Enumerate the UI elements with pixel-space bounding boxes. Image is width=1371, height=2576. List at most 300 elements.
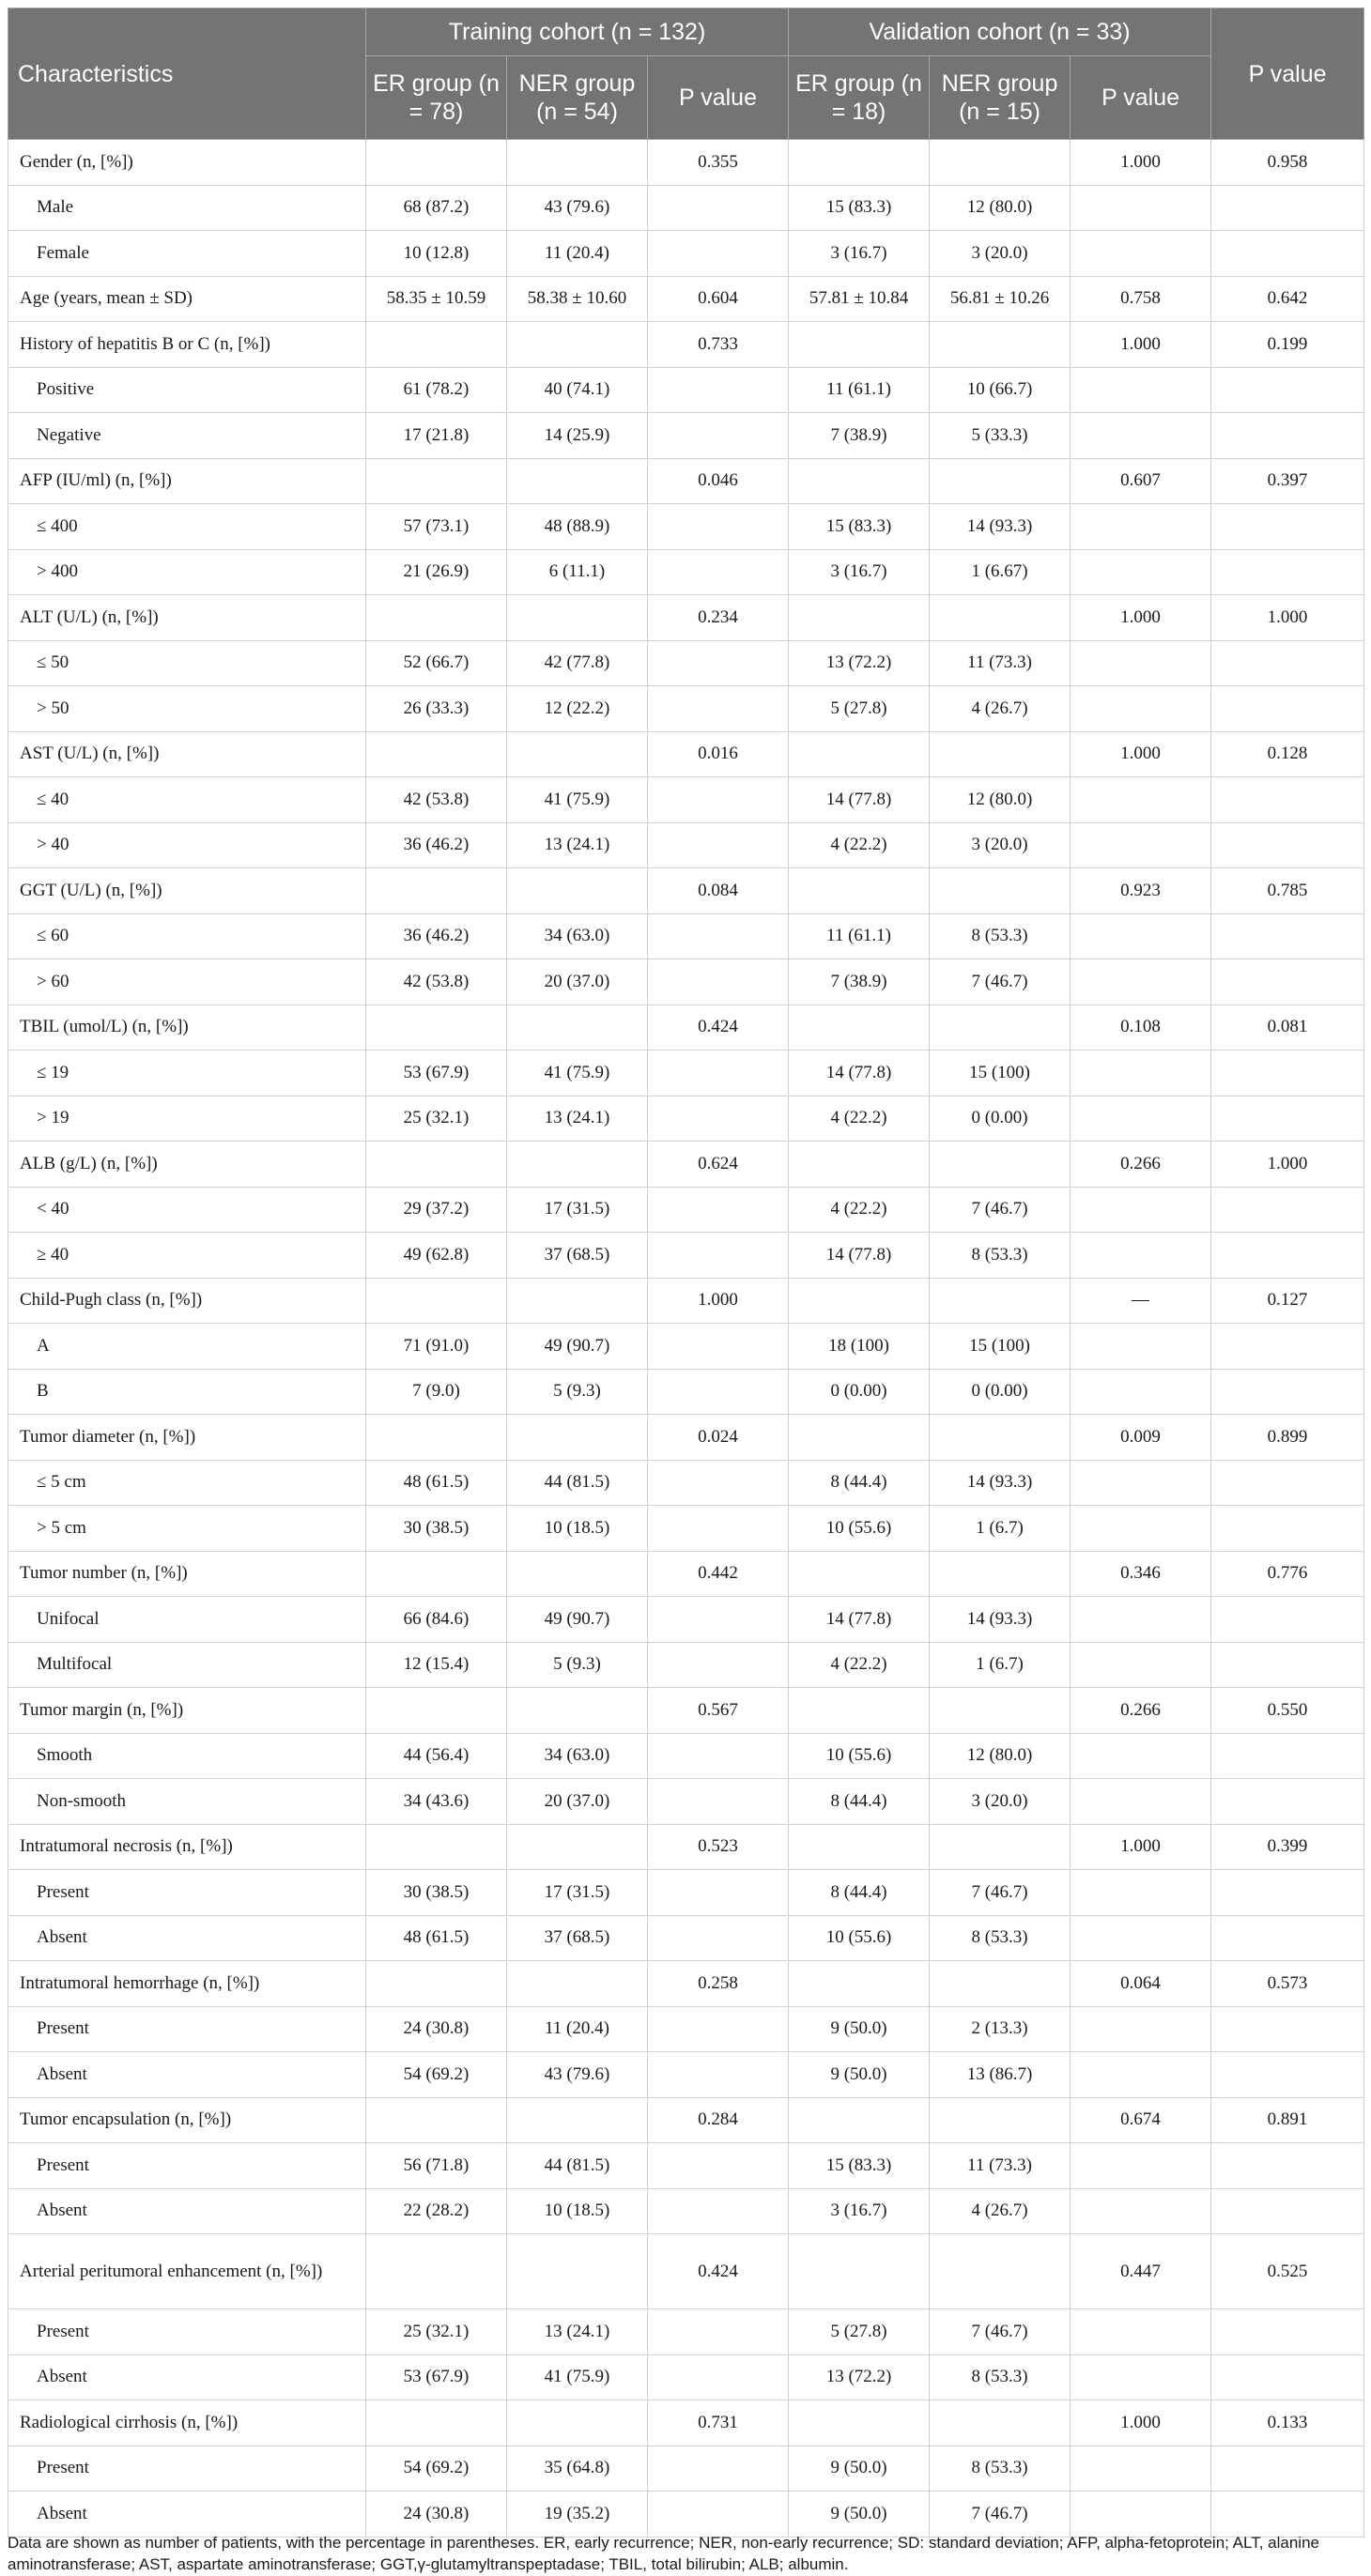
cell-value: [648, 1233, 789, 1279]
cell-value: 4 (26.7): [930, 686, 1071, 732]
cell-value: 0.024: [648, 1415, 789, 1461]
cell-value: 1.000: [1071, 2400, 1211, 2446]
cell-value: 43 (79.6): [507, 185, 648, 231]
cell-value: [789, 1004, 930, 1050]
cell-value: 36 (46.2): [366, 822, 507, 868]
cell-value: 58.38 ± 10.60: [507, 276, 648, 322]
cell-value: 14 (93.3): [930, 1460, 1071, 1506]
cell-value: [1211, 185, 1364, 231]
cell-value: 14 (77.8): [789, 1050, 930, 1096]
cell-value: 1.000: [1071, 595, 1211, 641]
cell-value: [648, 2309, 789, 2355]
cell-value: [1071, 2188, 1211, 2234]
cell-value: 41 (75.9): [507, 1050, 648, 1096]
cell-value: [366, 595, 507, 641]
cell-value: [366, 1142, 507, 1188]
cell-value: [366, 1004, 507, 1050]
cell-value: [507, 140, 648, 186]
cell-value: 1 (6.7): [930, 1642, 1071, 1688]
characteristics-table: [8, 8, 1364, 2538]
cell-value: 44 (56.4): [366, 1733, 507, 1779]
cell-value: 13 (72.2): [789, 640, 930, 686]
table-subrow: [8, 1233, 1364, 1279]
cell-value: [507, 2400, 648, 2446]
cell-value: [1071, 231, 1211, 277]
cell-value: [1071, 2006, 1211, 2052]
cell-value: [1211, 549, 1364, 595]
row-label: Smooth: [8, 1733, 366, 1779]
cell-value: 5 (9.3): [507, 1642, 648, 1688]
row-label: Absent: [8, 2354, 366, 2400]
cell-value: [648, 1187, 789, 1233]
cell-value: [648, 1915, 789, 1961]
row-label: Absent: [8, 2052, 366, 2098]
cell-value: 1.000: [1071, 140, 1211, 186]
cell-value: [789, 1961, 930, 2007]
cell-value: [1211, 1915, 1364, 1961]
cell-value: 0.624: [648, 1142, 789, 1188]
cell-value: 0.266: [1071, 1688, 1211, 1734]
table-subrow: [8, 231, 1364, 277]
cell-value: [366, 2400, 507, 2446]
row-label: > 5 cm: [8, 1506, 366, 1552]
cell-value: 37 (68.5): [507, 1915, 648, 1961]
cell-value: [1071, 1642, 1211, 1688]
cell-value: 8 (53.3): [930, 2446, 1071, 2492]
cell-value: 0.266: [1071, 1142, 1211, 1188]
row-label: < 40: [8, 1187, 366, 1233]
cell-value: [1211, 1642, 1364, 1688]
cell-value: [1071, 1096, 1211, 1142]
row-label: Tumor margin (n, [%]): [8, 1688, 366, 1734]
cell-value: 53 (67.9): [366, 2354, 507, 2400]
cell-value: 0.016: [648, 731, 789, 777]
cell-value: [1211, 1733, 1364, 1779]
cell-value: [1211, 640, 1364, 686]
table-row: [8, 1004, 1364, 1050]
cell-value: [366, 1688, 507, 1734]
table-row: [8, 1961, 1364, 2007]
cell-value: —: [1071, 1278, 1211, 1324]
cell-value: 41 (75.9): [507, 777, 648, 823]
row-label: Non-smooth: [8, 1779, 366, 1825]
cell-value: [930, 595, 1071, 641]
cell-value: 54 (69.2): [366, 2446, 507, 2492]
cell-value: 25 (32.1): [366, 1096, 507, 1142]
table-subrow: [8, 1460, 1364, 1506]
cell-value: [648, 413, 789, 459]
cell-value: 56 (71.8): [366, 2143, 507, 2189]
cell-value: [507, 595, 648, 641]
cell-value: [366, 140, 507, 186]
row-label: Female: [8, 231, 366, 277]
row-label: Absent: [8, 1915, 366, 1961]
cell-value: [648, 2446, 789, 2492]
cell-value: [789, 731, 930, 777]
cell-value: 0.550: [1211, 1688, 1364, 1734]
cell-value: [1211, 1369, 1364, 1415]
cell-value: 34 (43.6): [366, 1779, 507, 1825]
cell-value: 9 (50.0): [789, 2446, 930, 2492]
cell-value: 71 (91.0): [366, 1324, 507, 1370]
row-label: Negative: [8, 413, 366, 459]
row-label: Unifocal: [8, 1597, 366, 1643]
cell-value: [507, 868, 648, 914]
cell-value: [366, 2097, 507, 2143]
row-label: ≤ 50: [8, 640, 366, 686]
cell-value: [1211, 1779, 1364, 1825]
cell-value: 0.258: [648, 1961, 789, 2007]
cell-value: 41 (75.9): [507, 2354, 648, 2400]
row-label: Present: [8, 1870, 366, 1916]
cell-value: 3 (20.0): [930, 1779, 1071, 1825]
table-subrow: [8, 2143, 1364, 2189]
cell-value: 14 (93.3): [930, 1597, 1071, 1643]
cell-value: 8 (53.3): [930, 1915, 1071, 1961]
cell-value: [789, 1688, 930, 1734]
header-ner-group-training: NER group (n = 54): [507, 56, 648, 140]
cell-value: [1211, 1187, 1364, 1233]
cell-value: 0.785: [1211, 868, 1364, 914]
cell-value: 0.776: [1211, 1551, 1364, 1597]
cell-value: 13 (86.7): [930, 2052, 1071, 2098]
cell-value: 10 (55.6): [789, 1915, 930, 1961]
table-row: [8, 1551, 1364, 1597]
row-label: AST (U/L) (n, [%]): [8, 731, 366, 777]
table-subrow: [8, 1096, 1364, 1142]
cell-value: 0.397: [1211, 458, 1364, 504]
row-label: Tumor diameter (n, [%]): [8, 1415, 366, 1461]
row-label: Age (years, mean ± SD): [8, 276, 366, 322]
cell-value: 9 (50.0): [789, 2052, 930, 2098]
cell-value: [1071, 549, 1211, 595]
cell-value: 7 (9.0): [366, 1369, 507, 1415]
cell-value: [1071, 1733, 1211, 1779]
cell-value: 4 (22.2): [789, 1096, 930, 1142]
cell-value: 57.81 ± 10.84: [789, 276, 930, 322]
cell-value: [648, 1870, 789, 1916]
cell-value: [507, 731, 648, 777]
row-label: Intratumoral hemorrhage (n, [%]): [8, 1961, 366, 2007]
cell-value: [648, 1096, 789, 1142]
row-label: ≤ 400: [8, 504, 366, 550]
header-characteristics: Characteristics: [8, 8, 366, 140]
cell-value: 0.046: [648, 458, 789, 504]
table-body: [8, 140, 1364, 2538]
cell-value: [789, 2400, 930, 2446]
row-label: Present: [8, 2446, 366, 2492]
cell-value: 8 (53.3): [930, 2354, 1071, 2400]
cell-value: 49 (62.8): [366, 1233, 507, 1279]
cell-value: [1071, 1187, 1211, 1233]
cell-value: 0.447: [1071, 2234, 1211, 2309]
cell-value: 7 (46.7): [930, 2492, 1071, 2538]
cell-value: 44 (81.5): [507, 1460, 648, 1506]
table-row: [8, 1278, 1364, 1324]
cell-value: [366, 868, 507, 914]
cell-value: 1.000: [1071, 322, 1211, 368]
cell-value: 3 (20.0): [930, 822, 1071, 868]
cell-value: 24 (30.8): [366, 2492, 507, 2538]
cell-value: [648, 913, 789, 959]
row-label: Multifocal: [8, 1642, 366, 1688]
cell-value: 9 (50.0): [789, 2006, 930, 2052]
cell-value: [648, 686, 789, 732]
cell-value: 0.234: [648, 595, 789, 641]
cell-value: 0.525: [1211, 2234, 1364, 2309]
cell-value: 0.567: [648, 1688, 789, 1734]
cell-value: 0.127: [1211, 1278, 1364, 1324]
table-subrow: [8, 1642, 1364, 1688]
table-subrow: [8, 1324, 1364, 1370]
cell-value: 15 (100): [930, 1324, 1071, 1370]
cell-value: [1071, 686, 1211, 732]
cell-value: 5 (27.8): [789, 686, 930, 732]
cell-value: [1071, 1050, 1211, 1096]
cell-value: 17 (21.8): [366, 413, 507, 459]
cell-value: [1211, 959, 1364, 1005]
cell-value: 0.607: [1071, 458, 1211, 504]
cell-value: [648, 367, 789, 413]
cell-value: [1211, 413, 1364, 459]
table-subrow: [8, 640, 1364, 686]
table-subrow: [8, 2052, 1364, 2098]
cell-value: [648, 2188, 789, 2234]
header-validation-cohort: Validation cohort (n = 33): [789, 8, 1211, 56]
cell-value: [1071, 2492, 1211, 2538]
row-label: Present: [8, 2309, 366, 2355]
cell-value: [1211, 2446, 1364, 2492]
cell-value: 10 (18.5): [507, 2188, 648, 2234]
table-subrow: [8, 2309, 1364, 2355]
row-label: Tumor number (n, [%]): [8, 1551, 366, 1597]
row-label: ≥ 40: [8, 1233, 366, 1279]
row-label: AFP (IU/ml) (n, [%]): [8, 458, 366, 504]
table-row: [8, 140, 1364, 186]
cell-value: [648, 822, 789, 868]
cell-value: 7 (46.7): [930, 1187, 1071, 1233]
cell-value: [1071, 959, 1211, 1005]
cell-value: [1071, 777, 1211, 823]
cell-value: [507, 1961, 648, 2007]
cell-value: 2 (13.3): [930, 2006, 1071, 2052]
cell-value: [1211, 231, 1364, 277]
table-subrow: [8, 1369, 1364, 1415]
cell-value: 44 (81.5): [507, 2143, 648, 2189]
cell-value: 5 (33.3): [930, 413, 1071, 459]
cell-value: [648, 2143, 789, 2189]
cell-value: 0.009: [1071, 1415, 1211, 1461]
table-row: [8, 868, 1364, 914]
cell-value: [366, 458, 507, 504]
cell-value: [789, 1142, 930, 1188]
table-row: [8, 458, 1364, 504]
cell-value: 20 (37.0): [507, 1779, 648, 1825]
cell-value: 7 (46.7): [930, 959, 1071, 1005]
cell-value: 0.642: [1211, 276, 1364, 322]
cell-value: [1211, 2354, 1364, 2400]
cell-value: [366, 1415, 507, 1461]
cell-value: [648, 1733, 789, 1779]
cell-value: [507, 1278, 648, 1324]
table-row: [8, 2400, 1364, 2446]
table-row: [8, 276, 1364, 322]
cell-value: [507, 1004, 648, 1050]
cell-value: 0.733: [648, 322, 789, 368]
table-row: [8, 731, 1364, 777]
row-label: ALB (g/L) (n, [%]): [8, 1142, 366, 1188]
cell-value: [648, 231, 789, 277]
cell-value: 7 (38.9): [789, 413, 930, 459]
cell-value: 0.891: [1211, 2097, 1364, 2143]
cell-value: 0 (0.00): [930, 1369, 1071, 1415]
row-label: Absent: [8, 2188, 366, 2234]
cell-value: [930, 1824, 1071, 1870]
cell-value: 49 (90.7): [507, 1597, 648, 1643]
cell-value: 0.064: [1071, 1961, 1211, 2007]
cell-value: [648, 1050, 789, 1096]
cell-value: 0.674: [1071, 2097, 1211, 2143]
cell-value: 0.284: [648, 2097, 789, 2143]
cell-value: [1211, 1870, 1364, 1916]
cell-value: [366, 322, 507, 368]
cell-value: 8 (53.3): [930, 913, 1071, 959]
cell-value: [789, 868, 930, 914]
header-p-value-validation: P value: [1071, 56, 1211, 140]
cell-value: 40 (74.1): [507, 367, 648, 413]
cell-value: [648, 1597, 789, 1643]
row-label: ≤ 5 cm: [8, 1460, 366, 1506]
cell-value: [930, 2097, 1071, 2143]
cell-value: [1211, 2006, 1364, 2052]
cell-value: 21 (26.9): [366, 549, 507, 595]
cell-value: 0.442: [648, 1551, 789, 1597]
cell-value: [648, 1779, 789, 1825]
cell-value: [1211, 2309, 1364, 2355]
cell-value: [1071, 1870, 1211, 1916]
row-label: Male: [8, 185, 366, 231]
cell-value: 1 (6.7): [930, 1506, 1071, 1552]
cell-value: 3 (16.7): [789, 2188, 930, 2234]
cell-value: 13 (24.1): [507, 1096, 648, 1142]
cell-value: 0.081: [1211, 1004, 1364, 1050]
cell-value: [1071, 1369, 1211, 1415]
cell-value: 17 (31.5): [507, 1870, 648, 1916]
cell-value: 0.573: [1211, 1961, 1364, 2007]
cell-value: [648, 185, 789, 231]
table-subrow: [8, 185, 1364, 231]
row-label: > 19: [8, 1096, 366, 1142]
row-label: Positive: [8, 367, 366, 413]
table-subrow: [8, 913, 1364, 959]
cell-value: 20 (37.0): [507, 959, 648, 1005]
cell-value: [1211, 913, 1364, 959]
cell-value: 5 (9.3): [507, 1369, 648, 1415]
cell-value: [648, 777, 789, 823]
cell-value: 0.523: [648, 1824, 789, 1870]
cell-value: [1211, 2188, 1364, 2234]
cell-value: [789, 458, 930, 504]
cell-value: 0.199: [1211, 322, 1364, 368]
cell-value: [648, 2492, 789, 2538]
cell-value: 0.084: [648, 868, 789, 914]
cell-value: 15 (83.3): [789, 185, 930, 231]
cell-value: 61 (78.2): [366, 367, 507, 413]
cell-value: [1211, 1597, 1364, 1643]
cell-value: 0.424: [648, 2234, 789, 2309]
cell-value: [648, 1460, 789, 1506]
cell-value: [507, 322, 648, 368]
cell-value: [1071, 1779, 1211, 1825]
cell-value: 5 (27.8): [789, 2309, 930, 2355]
cell-value: 18 (100): [789, 1324, 930, 1370]
cell-value: 1.000: [1071, 731, 1211, 777]
table-row: [8, 1142, 1364, 1188]
cell-value: 3 (16.7): [789, 231, 930, 277]
cell-value: 0.923: [1071, 868, 1211, 914]
table-subrow: [8, 777, 1364, 823]
cell-value: 29 (37.2): [366, 1187, 507, 1233]
row-label: > 60: [8, 959, 366, 1005]
cell-value: 3 (20.0): [930, 231, 1071, 277]
cell-value: 12 (80.0): [930, 185, 1071, 231]
cell-value: 66 (84.6): [366, 1597, 507, 1643]
cell-value: 42 (77.8): [507, 640, 648, 686]
cell-value: 8 (44.4): [789, 1779, 930, 1825]
cell-value: 8 (44.4): [789, 1870, 930, 1916]
cell-value: 0.424: [648, 1004, 789, 1050]
cell-value: [507, 458, 648, 504]
cell-value: 0.899: [1211, 1415, 1364, 1461]
cell-value: [366, 2234, 507, 2309]
cell-value: [648, 1642, 789, 1688]
cell-value: [1211, 822, 1364, 868]
cell-value: 52 (66.7): [366, 640, 507, 686]
cell-value: [930, 731, 1071, 777]
cell-value: [1071, 2143, 1211, 2189]
cell-value: 26 (33.3): [366, 686, 507, 732]
cell-value: 0.731: [648, 2400, 789, 2446]
row-label: Present: [8, 2006, 366, 2052]
cell-value: [1211, 2492, 1364, 2538]
cell-value: [1211, 1233, 1364, 1279]
cell-value: 4 (26.7): [930, 2188, 1071, 2234]
cell-value: 7 (46.7): [930, 1870, 1071, 1916]
cell-value: [507, 2234, 648, 2309]
cell-value: 34 (63.0): [507, 913, 648, 959]
cell-value: 0.958: [1211, 140, 1364, 186]
cell-value: [1071, 913, 1211, 959]
table-subrow: [8, 1733, 1364, 1779]
cell-value: [1211, 1324, 1364, 1370]
row-label: Tumor encapsulation (n, [%]): [8, 2097, 366, 2143]
cell-value: 14 (93.3): [930, 504, 1071, 550]
cell-value: 14 (25.9): [507, 413, 648, 459]
cell-value: [1071, 2354, 1211, 2400]
cell-value: 12 (22.2): [507, 686, 648, 732]
cell-value: 4 (22.2): [789, 1187, 930, 1233]
cell-value: 49 (90.7): [507, 1324, 648, 1370]
cell-value: 54 (69.2): [366, 2052, 507, 2098]
row-label: A: [8, 1324, 366, 1370]
cell-value: 10 (66.7): [930, 367, 1071, 413]
cell-value: 1.000: [648, 1278, 789, 1324]
cell-value: 8 (44.4): [789, 1460, 930, 1506]
cell-value: 43 (79.6): [507, 2052, 648, 2098]
cell-value: 58.35 ± 10.59: [366, 276, 507, 322]
table-subrow: [8, 1779, 1364, 1825]
cell-value: 6 (11.1): [507, 549, 648, 595]
